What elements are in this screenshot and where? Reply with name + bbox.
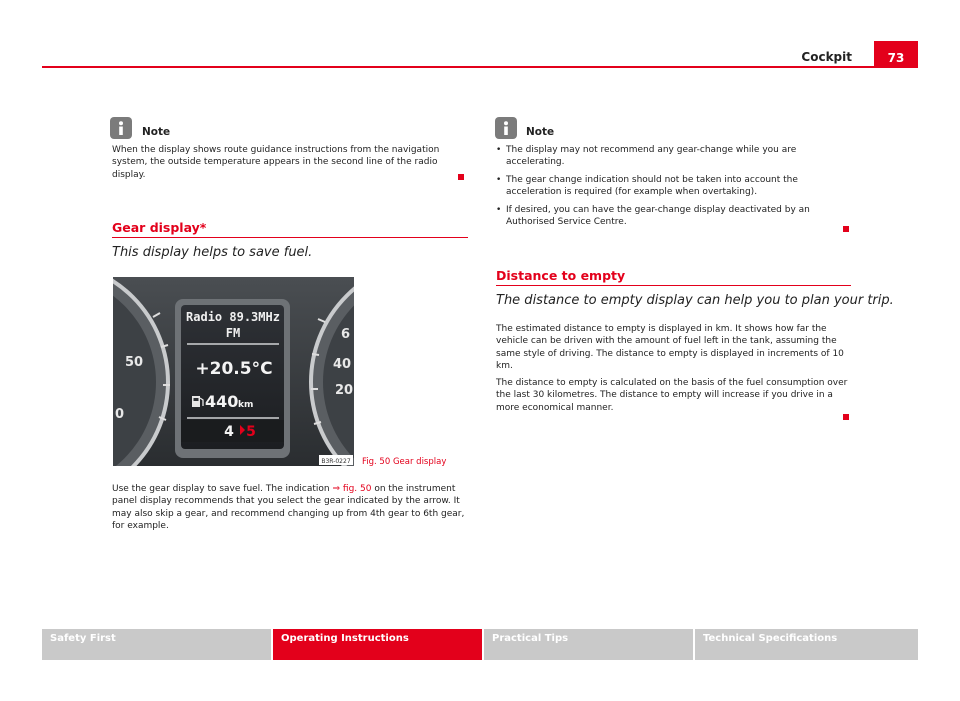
section-rule — [496, 285, 851, 286]
page-number: 73 — [874, 41, 918, 68]
distance-to-empty-p1: The estimated distance to empty is displayed in km. It shows how far the vehicle can be driven with the amount of fuel left in the tank, assuming the same style of driving. The distance to empty is displayed in increments of 10 km. — [496, 324, 844, 372]
distance-to-empty-heading: Distance to empty — [496, 268, 626, 283]
gauge-left-tick-2: 0 — [115, 407, 125, 422]
figure-link[interactable]: ⇒ fig. 50 — [332, 484, 372, 494]
gauge-left-tick-1: 50 — [125, 355, 144, 370]
chapter-title: Cockpit — [801, 50, 852, 64]
distance-to-empty-lead: The distance to empty display can help you to plan your trip. — [496, 293, 894, 308]
figure-caption: Fig. 50 Gear display — [362, 457, 447, 467]
screen-range-value: 440 — [205, 392, 239, 411]
screen-current-gear: 4 — [224, 424, 234, 440]
gauge-right-tick-2: 40 — [333, 357, 352, 372]
end-mark — [458, 174, 464, 180]
end-mark — [843, 226, 849, 232]
left-note-text: When the display shows route guidance instructions from the navigation system, the outside temperature appears in the second line of the radio display. — [112, 145, 440, 180]
gear-display-heading: Gear display* — [112, 220, 207, 235]
list-item: • If desired, you can have the gear-change display deactivated by an Authorised Service Centre. — [496, 204, 810, 228]
screen-range-unit: km — [238, 400, 254, 410]
gear-display-body: Use the gear display to save fuel. The indication ⇒ fig. 50 on the instrument panel display recommends that you select the gear indicated by the arrow. It may also skip a gear, and recommend changing up from 4th gear to 6th gear, for example. — [112, 484, 465, 532]
gear-display-lead: This display helps to save fuel. — [112, 245, 313, 260]
list-item: • The gear change indication should not be taken into account the acceleration is required (for example when overtaking). — [496, 174, 798, 198]
section-rule — [112, 237, 468, 238]
distance-to-empty-p2: The distance to empty is calculated on the basis of the fuel consumption over the last 30 kilometres. The distance to empty will increase if you drive in a more economical manner. — [496, 378, 848, 413]
info-note-icon — [495, 117, 517, 139]
end-mark — [843, 414, 849, 420]
footer-tab-technical-specifications[interactable]: Technical Specifications — [695, 629, 918, 660]
figure-code: B3R-0227 — [321, 458, 351, 465]
header-rule — [42, 66, 918, 68]
right-note-bullets — [496, 144, 848, 233]
info-note-icon — [110, 117, 132, 139]
left-note-title: Note — [142, 126, 171, 138]
footer-tab-practical-tips[interactable]: Practical Tips — [484, 629, 693, 660]
screen-recommended-gear: 5 — [246, 424, 256, 440]
footer-tab-operating-instructions[interactable]: Operating Instructions — [273, 629, 482, 660]
screen-temperature: +20.5°C — [195, 359, 273, 379]
screen-band-line: FM — [225, 326, 241, 340]
footer-tab-safety-first[interactable]: Safety First — [42, 629, 271, 660]
footer-nav — [42, 629, 918, 660]
right-note-title: Note — [526, 126, 555, 138]
gauge-right-tick-1: 6 — [341, 327, 351, 342]
gauge-right-tick-3: 20 — [335, 383, 354, 398]
screen-radio-line: Radio 89.3MHz — [186, 310, 280, 324]
gear-display-figure — [113, 277, 354, 466]
list-item: • The display may not recommend any gear-change while you are accelerating. — [496, 145, 797, 168]
